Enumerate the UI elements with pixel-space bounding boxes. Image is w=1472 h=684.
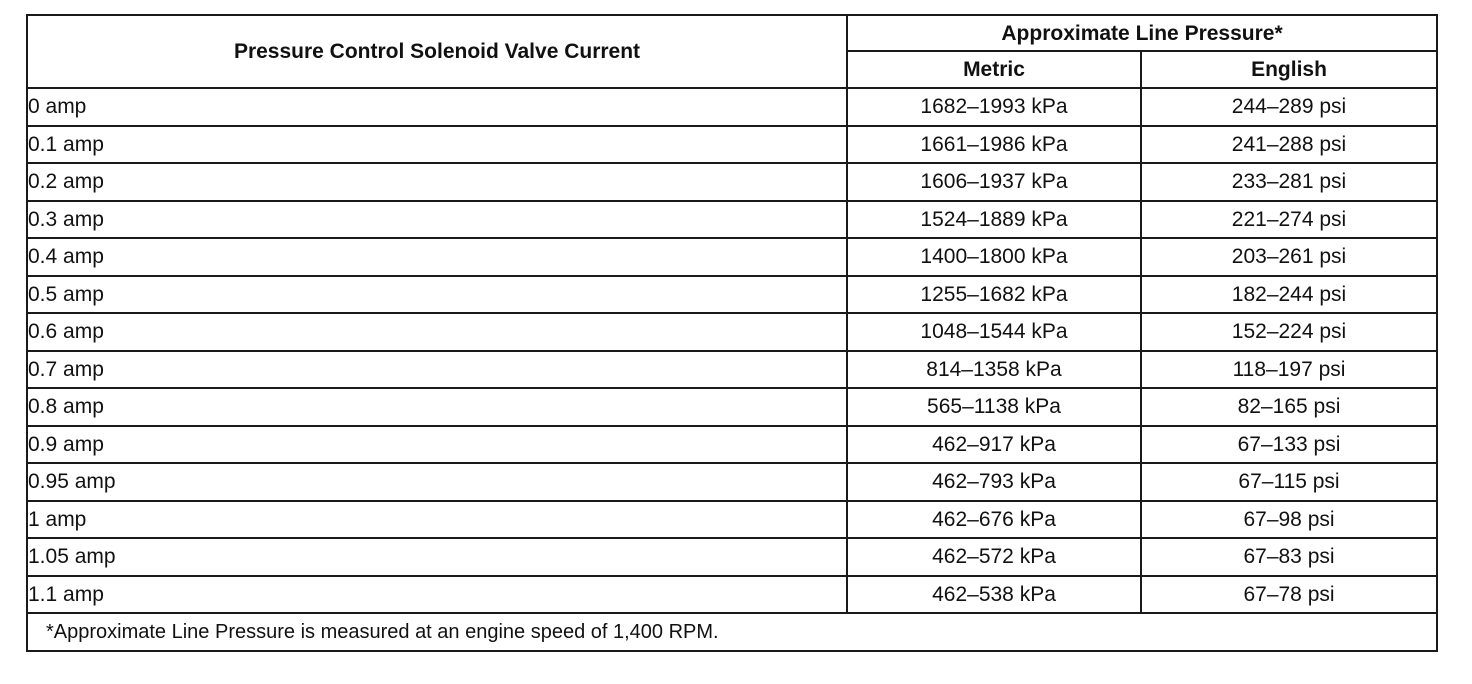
header-row-top: [27, 15, 1437, 51]
cell-current: 0.95 amp: [27, 463, 847, 501]
header-line-pressure: Approximate Line Pressure*: [847, 15, 1437, 51]
cell-english: 67–115 psi: [1141, 463, 1437, 501]
table-row: [27, 238, 1437, 276]
cell-english: 203–261 psi: [1141, 238, 1437, 276]
table-row: [27, 426, 1437, 464]
cell-current: 1.05 amp: [27, 538, 847, 576]
cell-english: 221–274 psi: [1141, 201, 1437, 239]
cell-metric: 462–538 kPa: [847, 576, 1141, 614]
line-pressure-table: [26, 14, 1438, 652]
cell-current: 0.4 amp: [27, 238, 847, 276]
footnote-row: [27, 613, 1437, 651]
cell-english: 67–98 psi: [1141, 501, 1437, 539]
cell-english: 241–288 psi: [1141, 126, 1437, 164]
cell-metric: 1606–1937 kPa: [847, 163, 1141, 201]
cell-metric: 1661–1986 kPa: [847, 126, 1141, 164]
header-current: Pressure Control Solenoid Valve Current: [27, 15, 847, 88]
cell-english: 152–224 psi: [1141, 313, 1437, 351]
cell-english: 233–281 psi: [1141, 163, 1437, 201]
cell-current: 0.2 amp: [27, 163, 847, 201]
cell-current: 0 amp: [27, 88, 847, 126]
table-row: [27, 538, 1437, 576]
header-english: English: [1141, 51, 1437, 88]
cell-metric: 565–1138 kPa: [847, 388, 1141, 426]
cell-english: 244–289 psi: [1141, 88, 1437, 126]
cell-metric: 814–1358 kPa: [847, 351, 1141, 389]
cell-current: 0.1 amp: [27, 126, 847, 164]
table-row: [27, 201, 1437, 239]
cell-english: 118–197 psi: [1141, 351, 1437, 389]
table-row: [27, 276, 1437, 314]
cell-english: 67–133 psi: [1141, 426, 1437, 464]
table-row: [27, 501, 1437, 539]
cell-english: 67–83 psi: [1141, 538, 1437, 576]
table-row: [27, 88, 1437, 126]
cell-current: 0.8 amp: [27, 388, 847, 426]
cell-metric: 462–676 kPa: [847, 501, 1141, 539]
table-row: [27, 388, 1437, 426]
table-row: [27, 313, 1437, 351]
table-row: [27, 163, 1437, 201]
cell-current: 1 amp: [27, 501, 847, 539]
cell-metric: 1048–1544 kPa: [847, 313, 1141, 351]
cell-english: 182–244 psi: [1141, 276, 1437, 314]
header-metric: Metric: [847, 51, 1141, 88]
cell-metric: 1255–1682 kPa: [847, 276, 1141, 314]
cell-current: 0.9 amp: [27, 426, 847, 464]
cell-metric: 1400–1800 kPa: [847, 238, 1141, 276]
cell-metric: 1682–1993 kPa: [847, 88, 1141, 126]
cell-metric: 1524–1889 kPa: [847, 201, 1141, 239]
cell-current: 0.7 amp: [27, 351, 847, 389]
cell-english: 67–78 psi: [1141, 576, 1437, 614]
cell-current: 0.6 amp: [27, 313, 847, 351]
table-row: [27, 351, 1437, 389]
cell-metric: 462–572 kPa: [847, 538, 1141, 576]
table-row: [27, 576, 1437, 614]
table-row: [27, 126, 1437, 164]
cell-current: 1.1 amp: [27, 576, 847, 614]
table-row: [27, 463, 1437, 501]
cell-current: 0.3 amp: [27, 201, 847, 239]
cell-metric: 462–793 kPa: [847, 463, 1141, 501]
cell-english: 82–165 psi: [1141, 388, 1437, 426]
cell-current: 0.5 amp: [27, 276, 847, 314]
footnote: *Approximate Line Pressure is measured at an engine speed of 1,400 RPM.: [27, 613, 1437, 651]
cell-metric: 462–917 kPa: [847, 426, 1141, 464]
